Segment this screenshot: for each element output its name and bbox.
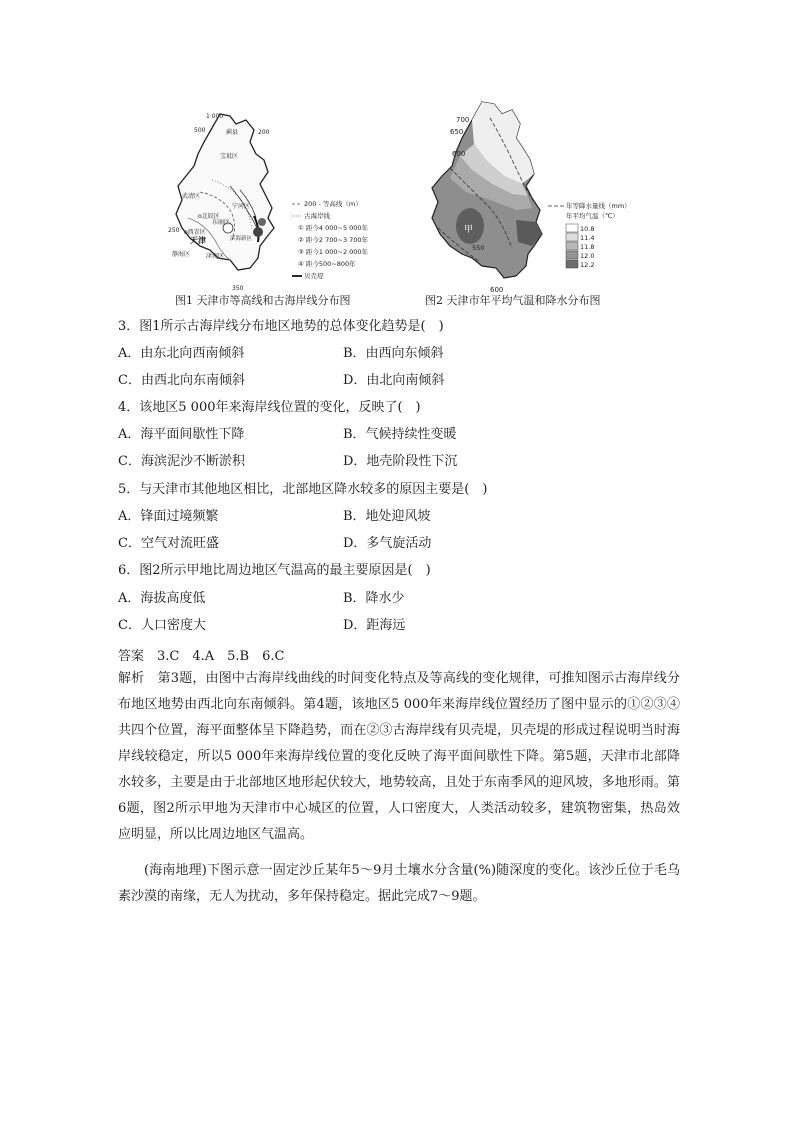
option-4c: C．海滨泥沙不断淤积 [118, 454, 245, 469]
option-5c: C．空气对流旺盛 [118, 536, 219, 551]
figure1-legend [292, 199, 369, 280]
contour-label: 1 000 [206, 113, 224, 120]
option-5d: D．多气旋活动 [343, 536, 432, 551]
question-6-stem: 6．图2所示甲地比周边地区气温高的最主要原因是( ) [118, 563, 431, 578]
contour-label: 200 [258, 129, 270, 136]
figure2-legend [548, 201, 631, 269]
legend-value: 12.0 [580, 252, 595, 260]
legend-value: 11.8 [580, 243, 595, 251]
isohyet-label: 600 [452, 150, 466, 158]
contour-label: 250 [168, 227, 180, 234]
option-6a: A．海拔高度低 [118, 591, 206, 606]
place-label: 津南区 [206, 253, 225, 260]
place-label: o西青区 [184, 229, 206, 236]
legend-value: 11.4 [580, 234, 595, 242]
figure2-climate-map [420, 98, 660, 294]
contour-label: 350 [232, 285, 244, 292]
legend-swatch [566, 224, 578, 232]
option-5b: B．地处迎风坡 [343, 509, 431, 524]
legend-coast: 古海岸线 [304, 212, 330, 220]
option-3c: C．由西北向东南倾斜 [118, 373, 245, 388]
figure1-contour-map [160, 100, 410, 292]
contour-label: 500 [194, 127, 206, 134]
option-6c: C．人口密度大 [118, 618, 206, 633]
legend-swatch [566, 233, 578, 241]
legend-swatch [566, 260, 578, 268]
place-label: 宝坻区 [220, 153, 239, 160]
answer-line: 答案 3.C 4.A 5.B 6.C [118, 649, 285, 664]
option-6b: B．降水少 [343, 591, 405, 606]
option-3b: B．由西向东倾斜 [343, 346, 444, 361]
place-label: 宁河区 [232, 203, 251, 210]
legend-contour: 200 - 等高线（m） [304, 200, 362, 208]
option-3d: D．由北向南倾斜 [343, 373, 445, 388]
isohyet-label: 550 [472, 244, 485, 252]
option-6d: D．距海远 [343, 618, 406, 633]
place-label: 滨海新区 [230, 236, 253, 242]
legend-temperature-title: 年平均气温（℃） [566, 212, 619, 220]
isohyet-label: 650 [450, 128, 464, 136]
figure1-caption: 图1 天津市等高线和古海岸线分布图 [175, 294, 351, 307]
legend-swatch [566, 242, 578, 250]
isohyet-label: 600 [490, 286, 504, 294]
question-5-stem: 5．与天津市其他地区相比，北部地区降水较多的原因主要是( ) [118, 482, 488, 497]
legend-item: ④ 距今500~800年 [298, 260, 356, 268]
option-3a: A．由东北向西南倾斜 [118, 346, 245, 361]
legend-swatch [566, 251, 578, 259]
question-3-stem: 3．图1所示古海岸线分布地区地势的总体变化趋势是( ) [118, 319, 444, 334]
legend-shell: 贝壳堤 [304, 272, 324, 280]
option-5a: A．锋面过境频繁 [118, 509, 219, 524]
intro-paragraph: (海南地理)下图示意一固定沙丘某年5～9月土壤水分含量(%)随深度的变化。该沙丘位于毛乌素沙漠的南缘，无人为扰动，多年保持稳定。据此完成7～9题。 [118, 863, 680, 904]
label-jia: 甲 [464, 225, 474, 235]
option-4d: D．地壳阶段性下沉 [343, 454, 458, 469]
place-label: o北辰区 [198, 213, 220, 220]
legend-value: 12.2 [580, 261, 595, 269]
legend-value: 10.8 [580, 225, 595, 233]
option-4a: A．海平面间歇性下降 [118, 427, 245, 442]
figure2-caption: 图2 天津市年平均气温和降水分布图 [425, 294, 601, 307]
question-4-stem: 4．该地区5 000年来海岸线位置的变化，反映了( ) [118, 400, 421, 415]
place-label: 静海区 [172, 251, 191, 258]
place-label: 武清区 [182, 193, 201, 200]
place-label: 蓟县 [226, 129, 239, 136]
legend-item: ① 距今4 000~5 000年 [298, 224, 369, 232]
isohyet-label: 700 [456, 116, 470, 124]
option-4b: B．气候持续性变暖 [343, 427, 457, 442]
legend-isohyet-title: 年等降水量线（mm） [566, 202, 631, 210]
analysis-paragraph: 解析 第3题，由图中古海岸线曲线的时间变化特点及等高线的变化规律，可推知图示古海岸线分布地区地势由西北向东南倾斜。第4题，该地区5 000年来海岸线位置经历了图中显示的①②③④共四个位置，海平面整体呈下降趋势，而在②③古海岸线有贝壳堤，贝壳堤的形成过程说明当时海岸线较稳定，所以5 000年来海岸线位置的变化反映了海平面间歇性下降。第5题，天津市北部降水较多，主要是由于北部地区地形起伏较大，地势较高，且处于东南季风的迎风坡，多地形雨。第6题，图2所示甲地为天津市中心城区的位置，人口密度大，人类活动较多，建筑物密集，热岛效应明显，所以比周边地区气温高。 [118, 671, 680, 842]
place-label: 东丽区 [212, 219, 231, 226]
legend-item: ③ 距今1 000~2 000年 [298, 248, 369, 256]
place-label-tianjin: 天津 [190, 236, 206, 245]
legend-item: ② 距今2 700~3 700年 [298, 236, 369, 244]
